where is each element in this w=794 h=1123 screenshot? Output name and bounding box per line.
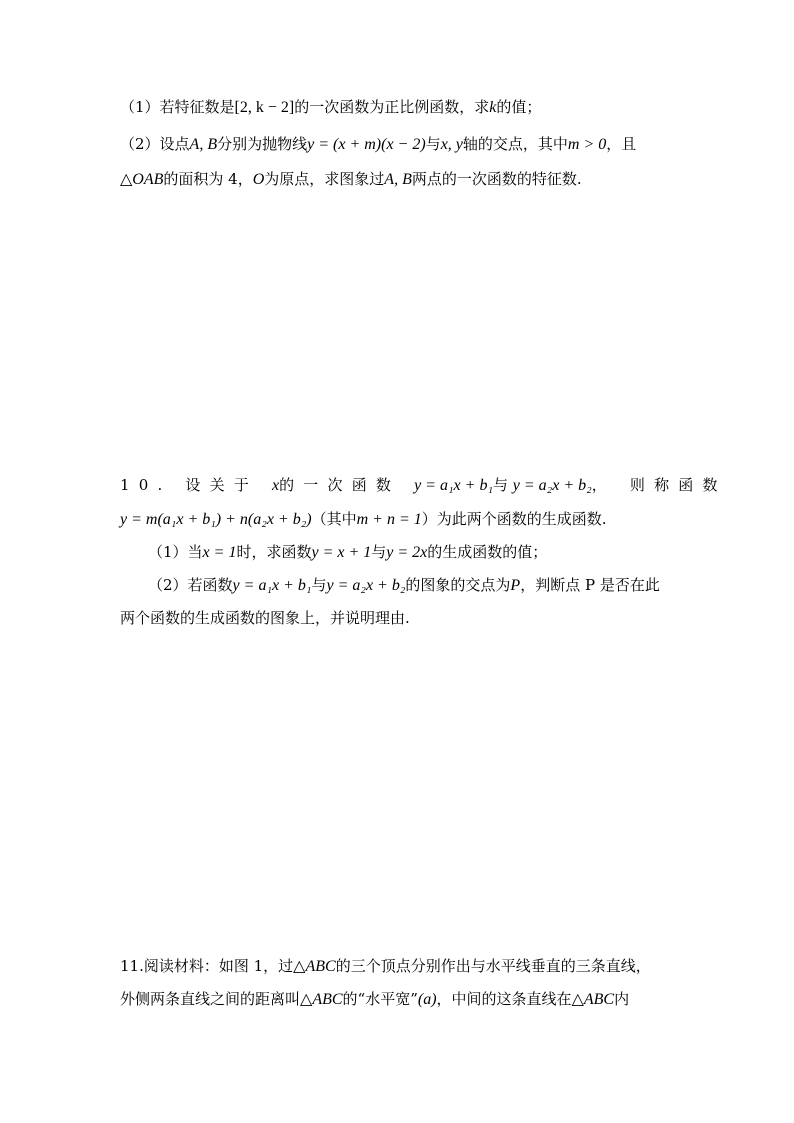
q10-line4: （2）若函数y = a₁x + b₁与y = a₂x + b₂的图象的交点为P，判断点 P 是否在此: [148, 576, 660, 594]
math-variable: A, B: [189, 136, 218, 153]
math-expression: x = 1: [202, 544, 237, 561]
math-variable: x: [272, 477, 280, 494]
math-expression: y = a₂x + b₂: [512, 477, 592, 494]
math-expression: y = (x + m)(x − 2): [307, 136, 426, 153]
math-variable: x, y: [440, 136, 463, 153]
q10-line1: 10. 设关于 x的一次函数 y = a₁x + b₁与 y = a₂x + b₂， 则称函数: [120, 476, 727, 494]
math-expression: (a): [417, 991, 437, 1008]
math-expression: m > 0: [567, 136, 607, 153]
math-expression: △ABC: [293, 958, 336, 975]
q11-line2: 外侧两条直线之间的距离叫△ABC的“水平宽”(a)，中间的这条直线在△ABC内: [120, 990, 630, 1008]
q9-part1: （1）若特征数是[2, k − 2]的一次函数为正比例函数，求k的值；: [120, 98, 542, 116]
math-expression: △ABC: [300, 991, 343, 1008]
math-expression: y = a₂x + b₂: [326, 577, 406, 594]
math-expression: △OAB: [120, 171, 164, 188]
q9-part2-line1: （2）设点A, B分别为抛物线y = (x + m)(x − 2)与x, y轴的交点，其中m > 0，且: [120, 135, 637, 153]
q10-line5: 两个函数的生成函数的图象上，并说明理由.: [120, 609, 410, 627]
math-expression: y = x + 1: [311, 544, 372, 561]
math-expression: y = a₁x + b₁: [232, 577, 312, 594]
math-expression: y = m(a₁x + b₁) + n(a₂x + b₂): [120, 511, 312, 528]
q10-line3: （1）当x = 1时，求函数y = x + 1与y = 2x的生成函数的值；: [148, 543, 548, 561]
math-variable: O: [252, 171, 265, 188]
q11-line1: 11.阅读材料：如图 1，过△ABC的三个顶点分别作出与水平线垂直的三条直线，: [120, 957, 651, 975]
q10-line2: y = m(a₁x + b₁) + n(a₂x + b₂)（其中m + n = 1）为此两个函数的生成函数.: [120, 510, 607, 528]
math-variable: A, B: [384, 171, 412, 188]
math-expression: △ABC: [571, 991, 615, 1008]
math-variable: k: [489, 99, 497, 116]
math-expression: [2, k − 2]: [234, 99, 295, 116]
q9-part2-line2: △OAB的面积为 4，O为原点，求图象过A, B两点的一次函数的特征数.: [120, 170, 582, 188]
math-expression: y = 2x: [386, 544, 428, 561]
math-expression: y = a₁x + b₁: [414, 477, 493, 494]
math-variable: P: [510, 577, 521, 594]
math-expression: m + n = 1: [356, 511, 422, 528]
